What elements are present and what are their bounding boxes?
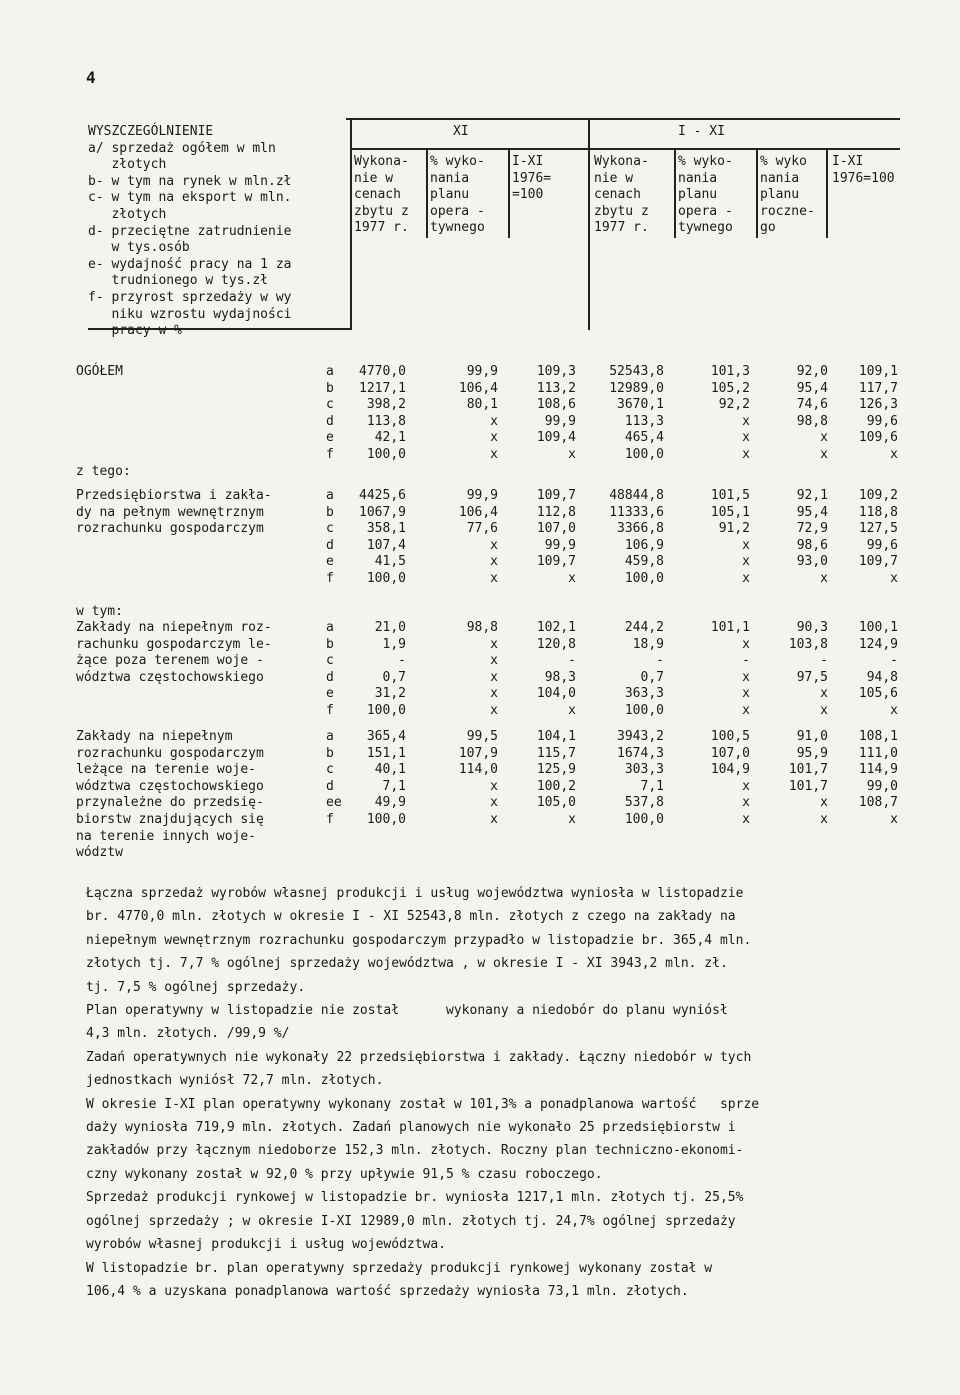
table-cell: 126,3 [858,397,898,413]
row-code: b [326,745,334,761]
header-col-divider [826,148,828,238]
legend-line: w tys.osób [88,240,190,256]
legend-line: złotych [88,157,167,173]
table-cell: 106,4 [458,504,498,520]
table-cell: 92,2 [718,397,750,413]
table-cell: 101,5 [710,488,750,503]
table-cell: 107,4 [366,537,406,553]
table-cell: 98,8 [466,620,498,635]
table-cell: 48844,8 [609,488,664,503]
row-code: f [326,447,334,462]
table-cell: 100,0 [624,571,664,586]
table-cell: x [820,686,828,702]
table-cell: 3943,2 [617,729,664,744]
table-cell: 97,5 [796,669,828,685]
table-cell: 105,0 [536,795,576,811]
column-header: I-XI 1976= =100 [512,154,552,202]
table-cell: 42,1 [374,430,406,446]
paragraph-line: 106,4 % a uzyskana ponadplanowa wartość sprzedaży wyniosła 73,1 mln. złotych. [86,1283,689,1299]
table-cell: x [820,571,828,586]
paragraph-line: W okresie I-XI plan operatywny wykonany został w 101,3% a ponadplanowa wartość sprze [86,1096,760,1112]
table-cell: 101,7 [788,762,828,778]
table-cell: - [742,653,750,669]
table-cell: 99,9 [544,413,576,429]
page-number: 4 [86,68,96,87]
table-cell: - [656,653,664,669]
paragraph-line: czny wykonany został w 92,0 % przy upływie 91,5 % czasu roboczego. [86,1166,603,1182]
table-cell: 1217,1 [359,380,406,396]
table-cell: 113,3 [624,413,664,429]
header-col-divider [508,148,510,238]
table-cell: x [490,413,498,429]
table-cell: 99,0 [866,778,898,794]
table-cell: 107,9 [458,745,498,761]
table-cell: 108,6 [536,397,576,413]
table-cell: x [742,430,750,446]
table-cell: 120,8 [536,636,576,652]
section-label: Zakłady na niepełnym rozrachunku gospodarczym leżące na terenie woje- wództwa częstochowskiego przynależne do przedsię- biorstw znajdujących się na terenie innych woje- wództw [76,729,264,861]
table-cell: 118,8 [858,504,898,520]
table-cell: 91,2 [718,521,750,537]
row-code: b [326,504,334,520]
table-cell: 109,4 [536,430,576,446]
header-col-divider [588,118,590,330]
table-cell: x [568,812,576,827]
table-cell: x [742,537,750,553]
paragraph-line: jednostkach wyniósł 72,7 mln. złotych. [86,1073,384,1089]
table-cell: 365,4 [366,729,406,744]
table-cell: 465,4 [624,430,664,446]
table-cell: x [490,653,498,669]
row-code: a [326,364,334,379]
table-cell: 90,3 [796,620,828,635]
table-cell: 107,0 [710,745,750,761]
table-cell: 99,6 [866,537,898,553]
row-code: c [326,397,334,413]
table-cell: x [820,812,828,827]
table-cell: 363,3 [624,686,664,702]
table-cell: 303,3 [624,762,664,778]
paragraph-line: niepełnym wewnętrznym rozrachunku gospodarczym przypadło w listopadzie br. 365,4 mln. [86,932,752,948]
row-code: f [326,703,334,718]
table-cell: x [490,554,498,570]
summary-paragraph [86,882,916,1303]
table-cell: x [890,447,898,462]
legend-line: WYSZCZEGÓLNIENIE [88,124,214,139]
row-code: d [326,413,334,429]
table-cell: 98,3 [544,669,576,685]
legend-line: niku wzrostu wydajności [88,306,292,322]
table-cell: 7,1 [382,778,406,794]
table-cell: 101,3 [710,364,750,379]
group-i-xi-title: I - XI [678,124,725,139]
table-cell: x [490,812,498,827]
table-cell: 109,7 [858,554,898,570]
table-cell: 100,0 [624,447,664,462]
table-cell: 72,9 [796,521,828,537]
legend-line: pracy w % [88,323,182,339]
table-cell: 104,0 [536,686,576,702]
table-cell: 11333,6 [609,504,664,520]
legend-line: trudnionego w tys.zł [88,273,269,289]
table-cell: x [490,795,498,811]
table-cell: x [820,447,828,462]
table-cell: 109,3 [536,364,576,379]
table-cell: 93,0 [796,554,828,570]
paragraph-line: 4,3 mln. złotych. /99,9 %/ [86,1026,290,1042]
table-cell: x [742,447,750,462]
table-cell: 108,1 [858,729,898,744]
table-cell: 100,2 [536,778,576,794]
header-top-rule [346,118,900,120]
row-code: c [326,521,334,537]
table-cell: 109,2 [858,488,898,503]
table-cell: 105,2 [710,380,750,396]
table-cell: 100,5 [710,729,750,744]
table-cell: 3366,8 [617,521,664,537]
table-cell: x [742,571,750,586]
table-cell: x [742,669,750,685]
header-col-divider [426,148,428,238]
paragraph-line: br. 4770,0 mln. złotych w okresie I - XI 52543,8 mln. złotych z czego na zakłady na [86,909,736,925]
table-cell: 99,9 [466,364,498,379]
paragraph-line: Sprzedaż produkcji rynkowej w listopadzie br. wyniosła 1217,1 mln. złotych tj. 25,5% [86,1190,744,1206]
table-cell: x [820,795,828,811]
table-cell: x [742,778,750,794]
table-cell: 0,7 [382,669,406,685]
table-cell: 104,1 [536,729,576,744]
header-col-divider [756,148,758,238]
column-header: % wyko- nania planu opera - tywnego [430,154,485,235]
table-cell: 1067,9 [359,504,406,520]
legend-line: c- w tym na eksport w mln. [88,190,292,206]
paragraph-line: wyrobów własnej produkcji i usług województwa. [86,1237,447,1253]
row-code: b [326,636,334,652]
section-label: Zakłady na niepełnym roz- rachunku gospodarczym le- żące poza terenem woje - wództwa częstochowskiego [76,620,272,685]
column-header: I-XI 1976=100 [832,154,895,186]
table-cell: 109,6 [858,430,898,446]
table-cell: 3670,1 [617,397,664,413]
table-cell: 114,0 [458,762,498,778]
table-cell: 106,9 [624,537,664,553]
row-code: ee [326,795,342,811]
table-cell: 100,0 [366,447,406,462]
table-cell: x [742,703,750,718]
table-cell: 80,1 [466,397,498,413]
table-cell: x [820,430,828,446]
table-cell: 109,7 [536,554,576,570]
table-cell: 21,0 [374,620,406,635]
paragraph-line: W listopadzie br. plan operatywny sprzedaży produkcji rynkowej wykonany został w [86,1260,713,1276]
table-cell: x [490,703,498,718]
table-cell: 100,0 [366,812,406,827]
table-cell: x [490,669,498,685]
table-cell: - [820,653,828,669]
table-cell: 99,6 [866,413,898,429]
table-cell: 125,9 [536,762,576,778]
table-cell: 98,6 [796,537,828,553]
paragraph-line: zakładów przy łącznym niedoborze 152,3 mln. złotych. Roczny plan techniczno-ekonomi- [86,1143,744,1159]
table-cell: 41,5 [374,554,406,570]
table-cell: 77,6 [466,521,498,537]
table-cell: 103,8 [788,636,828,652]
row-code: a [326,488,334,503]
table-cell: 0,7 [640,669,664,685]
table-cell: 113,8 [366,413,406,429]
table-cell: x [890,812,898,827]
table-cell: x [490,430,498,446]
paragraph-line: Łączna sprzedaż wyrobów własnej produkcji i usług województwa wyniosła w listopadzie [86,886,744,901]
table-cell: x [890,703,898,718]
group-xi-title: XI [453,124,469,139]
header-col-divider [350,118,352,330]
row-code: a [326,729,334,744]
header-col-divider [674,148,676,238]
table-cell: 151,1 [366,745,406,761]
section-label: OGÓŁEM z tego: [76,364,131,479]
table-cell: x [490,636,498,652]
table-cell: 109,7 [536,488,576,503]
row-code: d [326,669,334,685]
table-cell: 4770,0 [359,364,406,379]
table-cell: 92,1 [796,488,828,503]
table-cell: 12989,0 [609,380,664,396]
table-cell: 98,8 [796,413,828,429]
paragraph-line: Plan operatywny w listopadzie nie został wykonany a niedobór do planu wyniósł [86,1003,728,1019]
table-cell: 104,9 [710,762,750,778]
column-header: Wykona- nie w cenach zbytu z 1977 r. [354,154,409,235]
table-cell: 107,0 [536,521,576,537]
table-cell: 100,0 [624,703,664,718]
row-code: e [326,686,334,702]
legend-line: a/ sprzedaż ogółem w mln [88,140,276,156]
table-cell: 95,4 [796,380,828,396]
legend-line: d- przeciętne zatrudnienie [88,223,292,239]
table-cell: 4425,6 [359,488,406,503]
table-cell: 94,8 [866,669,898,685]
table-cell: 49,9 [374,795,406,811]
table-cell: 99,9 [544,537,576,553]
table-cell: 114,9 [858,762,898,778]
table-cell: 95,4 [796,504,828,520]
row-code: f [326,812,334,827]
table-cell: 1,9 [382,636,406,652]
paragraph-line: daży wyniosła 719,9 mln. złotych. Zadań planowych nie wykonało 25 przedsiębiorstw i [86,1120,736,1136]
table-cell: 358,1 [366,521,406,537]
table-cell: x [742,686,750,702]
column-header: Wykona- nie w cenach zbytu z 1977 r. [594,154,649,235]
table-cell: x [742,812,750,827]
table-cell: 99,5 [466,729,498,744]
table-cell: 127,5 [858,521,898,537]
table-cell: 105,1 [710,504,750,520]
table-cell: 100,0 [366,571,406,586]
table-cell: 100,0 [624,812,664,827]
table-cell: x [568,703,576,718]
table-cell: 102,1 [536,620,576,635]
table-cell: x [568,571,576,586]
row-code: d [326,778,334,794]
table-cell: 95,9 [796,745,828,761]
table-cell: 99,9 [466,488,498,503]
table-cell: 101,7 [788,778,828,794]
column-header: % wyko- nania planu opera - tywnego [678,154,733,235]
table-cell: 112,8 [536,504,576,520]
table-cell: x [490,537,498,553]
table-cell: x [490,571,498,586]
table-cell: x [890,571,898,586]
table-cell: x [490,686,498,702]
legend-line: e- wydajność pracy na 1 za [88,256,292,272]
table-cell: 74,6 [796,397,828,413]
row-code: c [326,653,334,669]
table-cell: 111,0 [858,745,898,761]
table-cell: 113,2 [536,380,576,396]
table-cell: 537,8 [624,795,664,811]
row-code: f [326,571,334,586]
table-cell: 105,6 [858,686,898,702]
paragraph-line: tj. 7,5 % ogólnej sprzedaży. [86,979,306,995]
table-cell: 398,2 [366,397,406,413]
table-cell: x [568,447,576,462]
table-cell: 40,1 [374,762,406,778]
section-label: Przedsiębiorstwa i zakła- dy na pełnym wewnętrznym rozrachunku gospodarczym w tym: [76,488,272,620]
table-cell: - [398,653,406,669]
row-code: e [326,430,334,446]
paragraph-line: złotych tj. 7,7 % ogólnej sprzedaży województwa , w okresie I - XI 3943,2 mln. zł. [86,956,728,972]
row-code: c [326,762,334,778]
table-cell: 1674,3 [617,745,664,761]
table-cell: 52543,8 [609,364,664,379]
table-cell: 100,0 [366,703,406,718]
table-cell: x [490,447,498,462]
table-cell: 91,0 [796,729,828,744]
table-cell: x [742,795,750,811]
table-cell: 459,8 [624,554,664,570]
column-header: % wyko nania planu roczne- go [760,154,815,235]
legend-line: złotych [88,206,167,222]
table-cell: x [742,413,750,429]
table-cell: x [820,703,828,718]
header-group-rule [350,148,900,150]
table-cell: - [568,653,576,669]
row-code: a [326,620,334,635]
table-cell: 18,9 [632,636,664,652]
table-cell: 101,1 [710,620,750,635]
row-code: d [326,537,334,553]
table-cell: 100,1 [858,620,898,635]
table-cell: 7,1 [640,778,664,794]
table-cell: 92,0 [796,364,828,379]
table-cell: 108,7 [858,795,898,811]
header-legend [88,124,292,340]
table-cell: 106,4 [458,380,498,396]
paragraph-line: ogólnej sprzedaży ; w okresie I-XI 12989,0 mln. złotych tj. 24,7% ogólnej sprzedaży [86,1213,736,1229]
table-cell: 109,1 [858,364,898,379]
table-cell: 31,2 [374,686,406,702]
table-header [88,118,900,339]
table-cell: 124,9 [858,636,898,652]
table-cell: x [742,554,750,570]
paragraph-line: Zadań operatywnych nie wykonały 22 przedsiębiorstwa i zakłady. Łączny niedobór w tych [86,1049,752,1065]
table-cell: 244,2 [624,620,664,635]
legend-line: f- przyrost sprzedaży w wy [88,289,292,305]
row-code: b [326,380,334,396]
legend-line: b- w tym na rynek w mln.zł [88,173,292,189]
table-cell: - [890,653,898,669]
table-cell: x [490,778,498,794]
table-cell: 115,7 [536,745,576,761]
row-code: e [326,554,334,570]
table-cell: 117,7 [858,380,898,396]
table-cell: x [742,636,750,652]
